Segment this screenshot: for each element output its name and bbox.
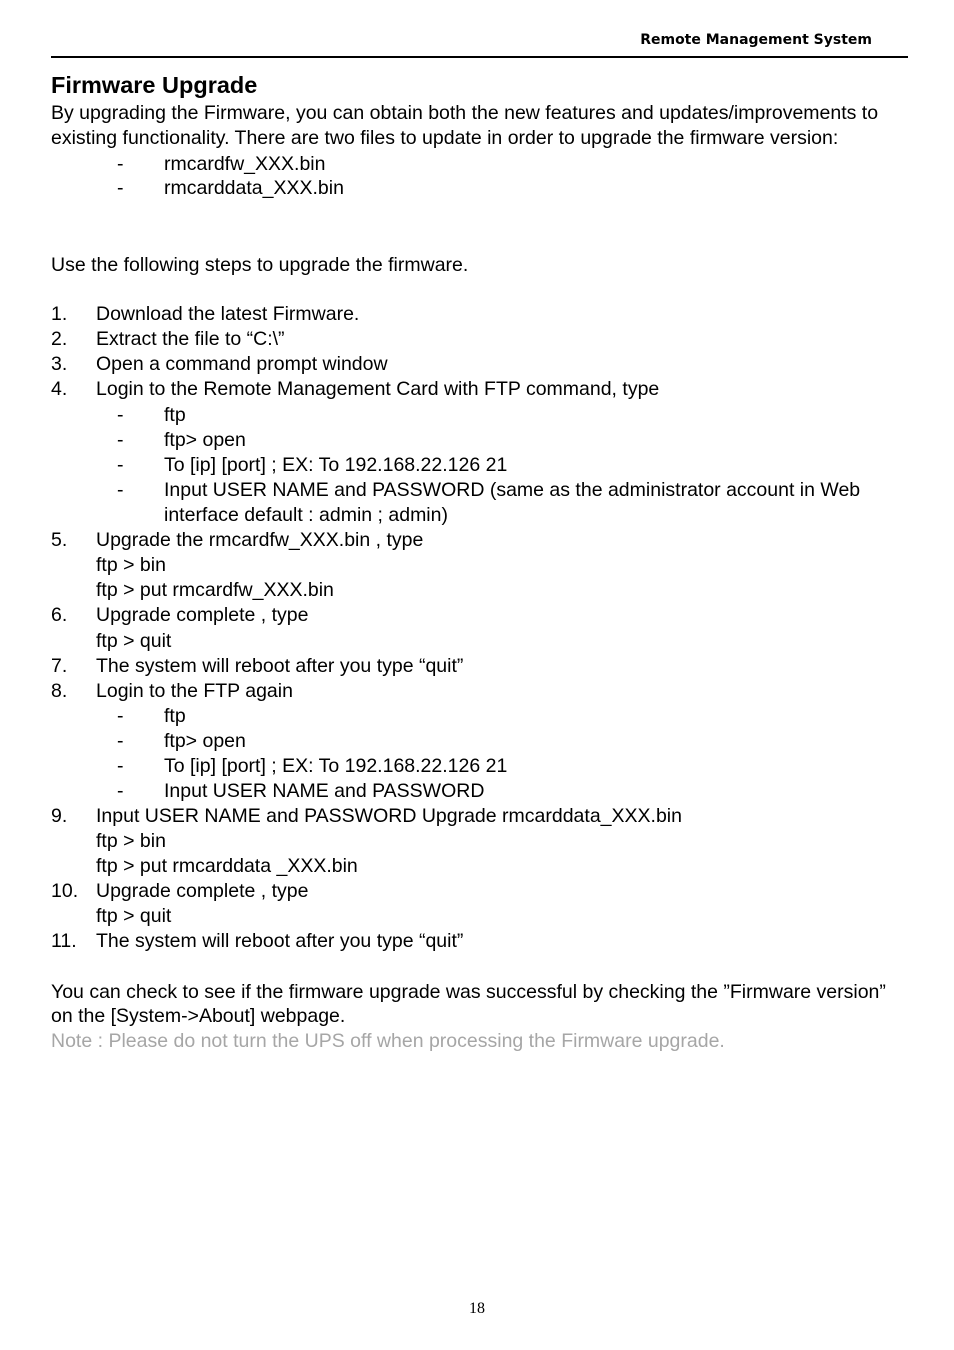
bullet-dash: - xyxy=(117,177,124,199)
sub-bullet: ftp xyxy=(164,404,186,426)
step-number: 4. xyxy=(51,378,68,400)
step-number: 7. xyxy=(51,655,68,677)
step-number: 3. xyxy=(51,353,68,375)
step-number: 2. xyxy=(51,328,68,350)
running-header: Remote Management System xyxy=(640,32,872,48)
bullet-dash: - xyxy=(117,755,124,777)
step-text: Input USER NAME and PASSWORD Upgrade rmcarddata_XXX.bin xyxy=(96,805,682,827)
step-number: 11. xyxy=(51,930,77,952)
sub-bullet: To [ip] [port] ; EX: To 192.168.22.126 21 xyxy=(164,755,508,777)
closing-line-1: You can check to see if the firmware upgrade was successful by checking the ”Firmware version” xyxy=(51,981,886,1003)
sub-bullet: Input USER NAME and PASSWORD xyxy=(164,780,485,802)
bullet-dash: - xyxy=(117,705,124,727)
intro-line-2: existing functionality. There are two files to update in order to upgrade the firmware version: xyxy=(51,127,839,149)
page-number: 18 xyxy=(469,1300,485,1317)
bullet-dash: - xyxy=(117,429,124,451)
bullet-dash: - xyxy=(117,153,124,175)
step-number: 1. xyxy=(51,303,68,325)
step-number: 8. xyxy=(51,680,68,702)
step-text: Upgrade the rmcardfw_XXX.bin , type xyxy=(96,529,424,551)
step-number: 9. xyxy=(51,805,68,827)
step-text: Login to the FTP again xyxy=(96,680,293,702)
sub-bullet: ftp> open xyxy=(164,730,246,752)
step-text: Open a command prompt window xyxy=(96,353,388,375)
file-item: rmcarddata_XXX.bin xyxy=(164,177,344,199)
sub-bullet-cont: interface default : admin ; admin) xyxy=(164,504,448,526)
command-line: ftp > bin xyxy=(96,830,166,852)
header-rule xyxy=(51,56,908,58)
sub-bullet: ftp> open xyxy=(164,429,246,451)
bullet-dash: - xyxy=(117,479,124,501)
step-number: 10. xyxy=(51,880,79,902)
step-text: The system will reboot after you type “quit” xyxy=(96,930,464,952)
bullet-dash: - xyxy=(117,780,124,802)
bullet-dash: - xyxy=(117,404,124,426)
bullet-dash: - xyxy=(117,730,124,752)
step-number: 6. xyxy=(51,604,68,626)
step-text: Login to the Remote Management Card with FTP command, type xyxy=(96,378,660,400)
step-text: Upgrade complete , type xyxy=(96,604,309,626)
step-text: Download the latest Firmware. xyxy=(96,303,360,325)
closing-line-2: on the [System->About] webpage. xyxy=(51,1005,346,1027)
note-text: Note : Please do not turn the UPS off when processing the Firmware upgrade. xyxy=(51,1030,725,1052)
command-line: ftp > quit xyxy=(96,905,172,927)
command-line: ftp > bin xyxy=(96,554,166,576)
sub-bullet: ftp xyxy=(164,705,186,727)
step-text: Upgrade complete , type xyxy=(96,880,309,902)
sub-bullet: To [ip] [port] ; EX: To 192.168.22.126 21 xyxy=(164,454,508,476)
page-title: Firmware Upgrade xyxy=(51,72,258,98)
command-line: ftp > quit xyxy=(96,630,172,652)
command-line: ftp > put rmcardfw_XXX.bin xyxy=(96,579,334,601)
bullet-dash: - xyxy=(117,454,124,476)
step-number: 5. xyxy=(51,529,68,551)
step-text: The system will reboot after you type “quit” xyxy=(96,655,464,677)
steps-intro: Use the following steps to upgrade the firmware. xyxy=(51,254,469,276)
command-line: ftp > put rmcarddata _XXX.bin xyxy=(96,855,358,877)
intro-line-1: By upgrading the Firmware, you can obtain both the new features and updates/improvements to xyxy=(51,102,879,124)
file-item: rmcardfw_XXX.bin xyxy=(164,153,326,175)
sub-bullet: Input USER NAME and PASSWORD (same as the administrator account in Web xyxy=(164,479,861,501)
step-text: Extract the file to “C:\” xyxy=(96,328,285,350)
